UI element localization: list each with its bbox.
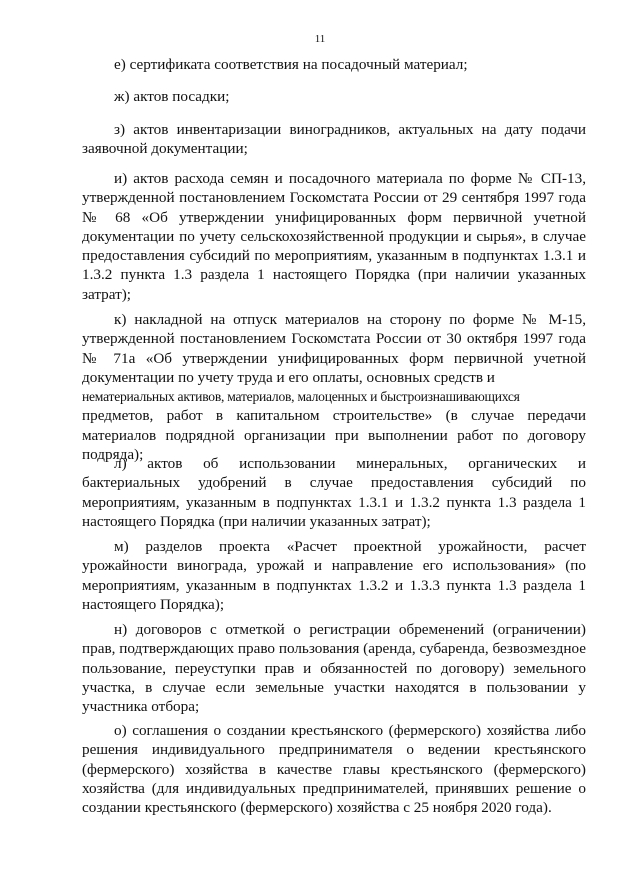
paragraph-l-fertilizer-acts: л) актов об использовании минеральных, органических и бактериальных удобрений в случае предоставления субсидий по мероприятиям, указанным в подпунктах 1.3.1 и 1.3.2 пункта 1.3 раздела 1 настоящего Порядка (при наличии указанных затрат); <box>82 455 586 530</box>
paragraph-z-vineyard-inventory: з) актов инвентаризации виноградников, актуальных на дату подачи заявочной документации; <box>82 121 586 158</box>
paragraph-k-part-2: нематериальных активов, материалов, малоценных и быстроизнашивающихся <box>82 389 520 405</box>
paragraph-k-part-1: к) накладной на отпуск материалов на сторону по форме № М-15, утвержденной постановлением Госкомстата России от 30 октября 1997 года № 71а «Об утверждении унифицированных форм первичной учетной документации по учету труда и его оплаты, основных средств и <box>82 311 586 386</box>
paragraph-e-certificate: е) сертификата соответствия на посадочный материал; <box>114 56 468 73</box>
paragraph-n-land-contracts: н) договоров с отметкой о регистрации обременений (ограничении) прав, подтверждающих право пользования (аренда, субаренда, безвозмездное пользование, переуступки прав и обязанностей по договору) земельного участка, в случае если земельные участки находятся в пользовании у участника отбора; <box>82 621 586 716</box>
paragraph-i-seed-consumption: и) актов расхода семян и посадочного материала по форме № СП-13, утвержденной постановлением Госкомстата России от 29 сентября 1997 года № 68 «Об утверждении унифицированных форм первичной учетной документации по учету сельскохозяйственной продукции и сырья», в случае предоставления субсидий по мероприятиям, указанным в подпунктах 1.3.1 и 1.3.2 пункта 1.3 раздела 1 настоящего Порядка (при наличии указанных затрат); <box>82 170 586 303</box>
paragraph-k-part-3: предметов, работ в капитальном строительстве» (в случае передачи материалов подрядной организации при выполнении работ по договору подряда); <box>82 407 586 464</box>
paragraph-o-farm-agreement: о) соглашения о создании крестьянского (фермерского) хозяйства либо решения индивидуального предпринимателя о ведении крестьянского (фермерского) хозяйства в качестве главы крестьянского (фермерского) хозяйства (для индивидуальных предпринимателей, принявших решение о создании крестьянского (фермерского) хозяйства с 25 ноября 2020 года). <box>82 722 586 817</box>
paragraph-m-project-sections: м) разделов проекта «Расчет проектной урожайности, расчет урожайности винограда, урожай и направление его использования» (по мероприятиям, указанным в подпунктах 1.3.2 и 1.3.3 пункта 1.3 раздела 1 настоящего Порядка); <box>82 538 586 613</box>
paragraph-k-waybill <box>82 310 586 464</box>
paragraph-zh-planting-acts: ж) актов посадки; <box>114 88 230 105</box>
page-number: 11 <box>314 33 326 45</box>
